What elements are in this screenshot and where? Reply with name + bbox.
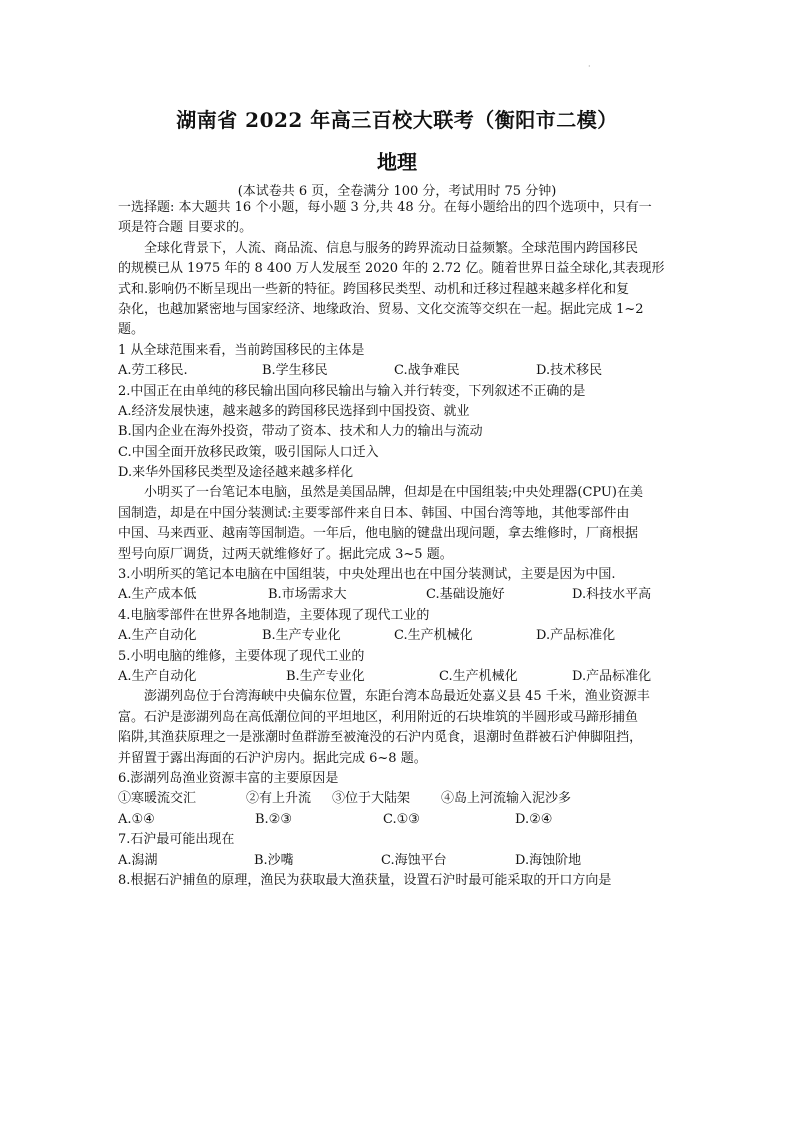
passage-line: 杂化，也越加紧密地与国家经济、地缘政治、贸易、文化交流等交织在一起。据此完成 1~2 [118,301,644,317]
option-a: A.经济发展快速，越来越多的跨国移民选择到中国投资、就业 [118,403,470,419]
factor-2: ②有上升流 [246,791,312,807]
question-stem: 6.澎湖列岛渔业资源丰富的主要原因是 [118,770,339,786]
question-stem: 4.电脑零部件在世界各地制造，主要体现了现代工业的 [118,607,430,623]
option-a: A.劳工移民. [118,363,188,379]
option-d: D.科技水平高 [572,587,652,603]
exam-note: (本试卷共 6 页，全卷满分 100 分，考试用时 75 分钟) [237,184,557,199]
option-d: D.②④ [515,811,553,827]
passage-line: 式和.影响仍不断呈现出一些新的特征。跨国移民类型、动机和迁移过程越来越多样化和复 [118,281,630,297]
instructions-line: 一选择题: 本大题共 16 个小题，每小题 3 分,共 48 分。在每小题给出的四个选项中，只有一 [118,200,652,215]
passage-line: 型号向原厂调货，过两天就维修好了。据此完成 3~5 题。 [118,546,453,562]
passage-line: 中国、马来西亚、越南等国制造。一年后，他电脑的键盘出现问题，拿去维修时，厂商根据 [118,526,639,542]
option-b: B.生产专业化 [262,628,341,644]
option-b: B.沙嘴 [254,852,294,868]
option-row [118,851,680,871]
option-c: C.中国全面开放移民政策，吸引国际人口迁入 [118,444,379,460]
passage-line: 并留置于露出海面的石沪沪房内。据此完成 6~8 题。 [118,750,427,766]
option-b: B.②③ [255,811,292,827]
question-stem: 3.小明所买的笔记本电脑在中国组装，中央处理出也在中国分装测试，主要是因为中国. [118,567,616,583]
factor-3: ③位于大陆架 [332,791,411,807]
option-c: C.①③ [383,811,420,827]
instructions-line: 项是符合题 目要求的。 [118,220,253,236]
option-row [118,361,680,381]
option-c: C.战争难民 [394,363,460,379]
option-row [118,810,680,830]
passage-line: 题。 [118,322,145,338]
option-a: A.生产自动化 [118,628,197,644]
factor-4: ④岛上河流输入泥沙多 [441,791,572,807]
passage-line: 小明买了一台笔记本电脑，虽然是美国品牌，但却是在中国组装;中央处理器(CPU)在美 [144,485,643,501]
option-row [118,585,680,605]
subject-title: 地理 [377,150,417,174]
option-d: D.产品标准化 [536,628,616,644]
option-row [118,626,680,646]
passage-line: 国制造，却是在中国分装测试:主要零部件来自日本、韩国、中国台湾等地，其他零部件由 [118,505,630,521]
option-a: A.生产成本低 [118,587,197,603]
question-stem: 2.中国正在由单纯的移民输出国向移民输出与输入并行转变，下列叙述不正确的是 [118,383,586,399]
option-b: B.市场需求大 [268,587,347,603]
option-c: C.生产机械化 [394,628,473,644]
question-stem: 1 从全球范围来看，当前跨国移民的主体是 [118,342,365,358]
option-d: D.技术移民 [536,363,603,379]
option-b: B.国内企业在海外投资，带动了资本、技术和人力的输出与流动 [118,424,483,440]
question-stem: 8.根据石沪捕鱼的原理，渔民为获取最大渔获量，设置石沪时最可能采取的开口方向是 [118,872,612,888]
passage-line: 陷阱,其渔获原理之一是涨潮时鱼群游至被淹没的石沪内觅食，退潮时鱼群被石沪伸脚阻挡， [118,730,643,746]
passage-line: 全球化背景下，人流、商品流、信息与服务的跨界流动日益频繁。全球范围内跨国移民 [144,240,639,256]
passage-line: 的规模已从 1975 年的 8 400 万人发展至 2020 年的 2.72 亿。随着世界日益全球化,其表现形 [118,261,665,277]
option-c: C.基础设施好 [426,587,505,603]
passage-line: 澎湖列岛位于台湾海峡中央偏东位置，东距台湾本岛最近处嘉义县 45 千米，渔业资源丰 [144,689,650,705]
question-stem: 5.小明电脑的维修，主要体现了现代工业的 [118,648,365,664]
factor-row [118,789,680,809]
option-d: D.海蚀阶地 [515,852,582,868]
exam-title: 湖南省 2022 年高三百校大联考（衡阳市二模） [176,108,618,132]
factor-1: ①寒暖流交汇 [118,791,197,807]
option-c: C.生产机械化 [439,668,518,684]
exam-body [118,198,680,891]
option-b: B.学生移民 [262,363,328,379]
option-row [118,667,680,687]
page-mark: · [588,62,591,71]
option-a: A.潟湖 [118,852,158,868]
option-a: A.生产自动化 [118,668,197,684]
option-a: A.①④ [118,811,155,827]
option-d: D.产品标准化 [572,668,652,684]
question-stem: 7.石沪最可能出现在 [118,832,235,848]
option-b: B.生产专业化 [286,668,365,684]
passage-line: 富。石沪是澎湖列岛在高低潮位间的平坦地区，利用附近的石块堆筑的半圆形或马蹄形捕鱼 [118,709,639,725]
option-c: C.海蚀平台 [381,852,447,868]
option-d: D.来华外国移民类型及途径越来越多样化 [118,465,354,481]
